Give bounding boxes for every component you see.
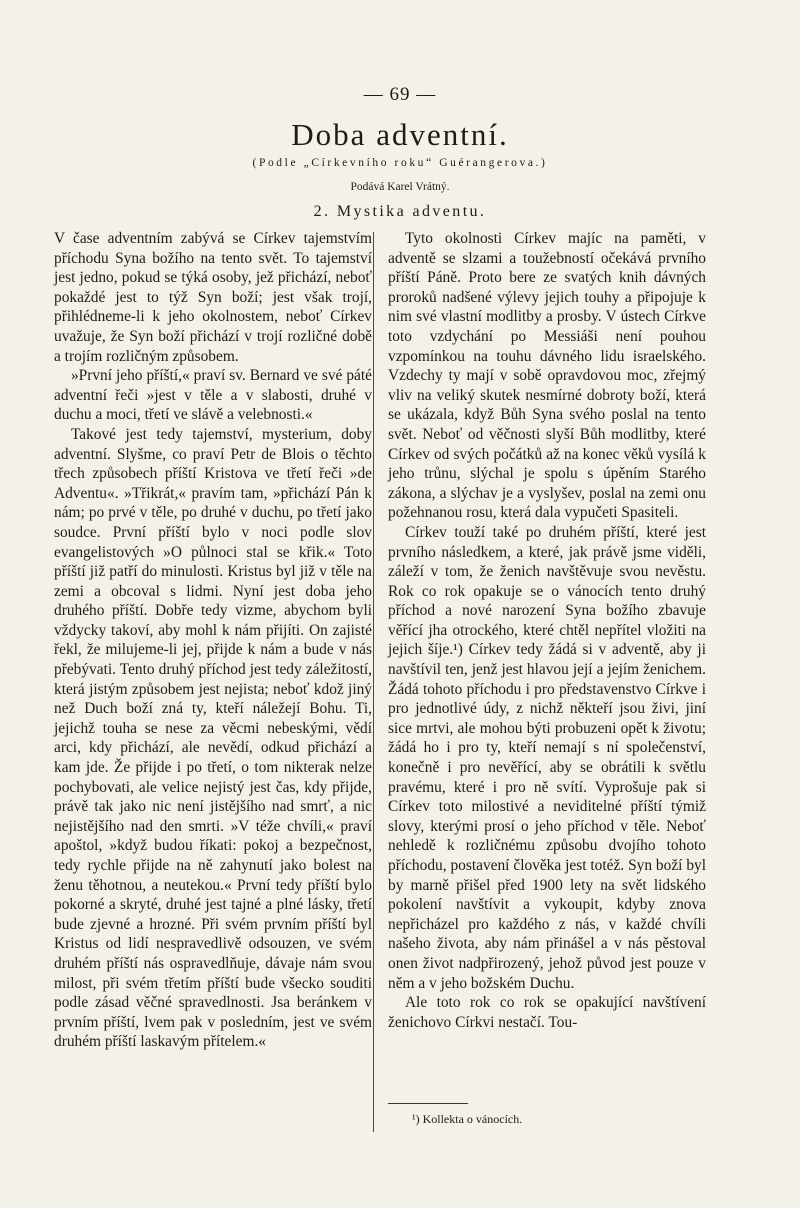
footnote-divider [388,1103,468,1104]
footnote: ¹) Kollekta o vánocích. [412,1112,523,1126]
article-title: Doba adventní. [291,117,509,152]
paragraph: Církev touží také po druhém příští, které jest prvního následkem, a které, jak právě jsme viděli, záleží v tom, že ženich navštěvuje svou nevěstu. Rok co rok opakuje se o vánocích tento druhý příchod a nové narození Syna božího zbavuje věřící jha otrockého, které chtěl nepřítel vložiti na jejich šíje.¹) Církev tedy žádá si v adventě, aby ji navštívil ten, jenž jest hlavou její a jejím ženichem. Žádá tohoto příchodu i pro představenstvo Církve i pro jednotlivé údy, z nichž někteří jsou živi, jiní sice mrtvi, ale mohou býti probuzeni opět k životu; žádá ho i pro ty, kteří nemají s ní společenství, konečně i pro nevěřící, aby se obrátili k světlu pravému, které i pro ně svítí. Vyprošuje pak si Církev toto milostivé a neviditelné příští týmiž slovy, kterými prosí o jeho příchod v těle. Neboť nehledě k rozličnému způsobu dvojího tohoto příchodu, postavení člověka jest totéž. Syn boží byl by marně přišel před 1900 lety na svět lidského pokolení navštívit a vykoupit, kdyby znova nepřicházel pro každého z nás, v každé chvíli našeho života, aby nám přinášel a v nás pěstoval onen život nadpřirozený, jehož původ jest pouze v něm a v jeho božském Duchu. [388,523,706,992]
paragraph: Takové jest tedy tajemství, mysterium, doby adventní. Slyšme, co praví Petr de Blois o těchto třech způsobech příští Kristova ve třetí řeči »de Adventu«. »Třikrát,« pravím tam, »přichází Pán k nám; po prvé v těle, po druhé v duchu, po třetí jako soudce. První příští bylo v noci podle slov evangelistových »O půlnoci stal se křik.« Toto příští již patří do minulosti. Kristus byl již v těle na zemi a obcoval s lidmi. Nyní jest doba jeho druhého příští. Dobře tedy vizme, abychom byli vždycky takoví, aby mohl k nám přijíti. On zajisté řekl, že milujeme-li jej, přijde k nám a bude v nás přebývati. Tento druhý příchod jest tedy záležitostí, která jistým způsobem jest nejista; neboť kdož jiný než Duch boží zná ty, kteří náležejí Bohu. Ti, jejichž touha se nese za věcmi nebeskými, vědí arci, kdy přichází, ale nevědí, odkud přichází a kam jde. Že přijde i po třetí, o tom nikterak nelze pochybovati, ale velice nejistý jest čas, kdy přijde, právě tak jako nic není jistějšího nad smrť, a nic nejistějšího nad den smrti. »V téže chvíli,« praví apoštol, »když budou říkati: pokoj a bezpečnost, tedy rychle přijde na ně zahynutí jako bolest na ženu těhotnou, a neutekou.« První tedy příští bylo pokorné a skryté, druhé jest tajné a plné lásky, třetí bude zjevné a hrozné. Při svém prvním příští byl Kristus od lidí nespravedlivě odsouzen, ve svém druhém příští nás ospravedlňuje, dávaje nám svou milost, při svém třetím příští bude všecko souditi podle zásad věčné spravedlnosti. Jsa beránkem v prvním příští, lvem pak v posledním, jest ve svém druhém příští laskavým přítelem.« [54,425,372,1051]
section-heading: 2. Mystika adventu. [313,203,487,220]
left-column [54,229,372,1052]
article-byline: Podává Karel Vrátný. [350,181,450,193]
article-subtitle: (Podle „Církevního roku“ Guérangerova.) [252,157,548,169]
paragraph: Tyto okolnosti Církev majíc na paměti, v adventě se slzami a toužebností očekává prvního příští Páně. Proto bere ze svatých knih dávných proroků nadšené výlevy jejich touhy a připojuje k nim své vlastní modlitby a prosby. V ústech Církve toto vzdychání po Messiáši není pouhou vzpomínkou na touhu dávného lidu israelského. Vzdechy ty mají v sobě opravdovou moc, zřejmý vliv na veliký skutek nesmírné dobroty boží, která se ukázala, když Bůh Syna svého poslal na tento svět. Neboť od věčnosti slyší Bůh modlitby, které Církev od svých počátků až na konec věků vysílá k jeho trůnu, slýchal je spolu s úpěním Starého zákona, a slýchav je a vyslyšev, poslal na zemi onu požehnanou rosu, která dala vypučeti Spasiteli. [388,230,706,522]
paragraph: V čase adventním zabývá se Církev tajemstvím příchodu Syna božího na tento svět. To tajemství jest jedno, pokud se týká osoby, jež přichází, neboť pokaždé jest to týž Syn boží; jest však trojí, přihlédneme-li k jeho okolnostem, neboť Církev uvažuje, že Syn boží přichází v trojí rozličné době a trojím rozličným způsobem. [54,230,372,365]
paragraph: »První jeho příští,« praví sv. Bernard ve své páté adventní řeči »jest v těle a v slabosti, druhé v duchu a moci, třetí ve slávě a velebnosti.« [54,367,372,424]
column-divider [373,232,374,1132]
page-number: — 69 — [363,84,437,105]
paragraph: Ale toto rok co rok se opakující navštívení ženichovo Církvi nestačí. Tou- [388,994,706,1031]
right-column [388,229,706,1032]
